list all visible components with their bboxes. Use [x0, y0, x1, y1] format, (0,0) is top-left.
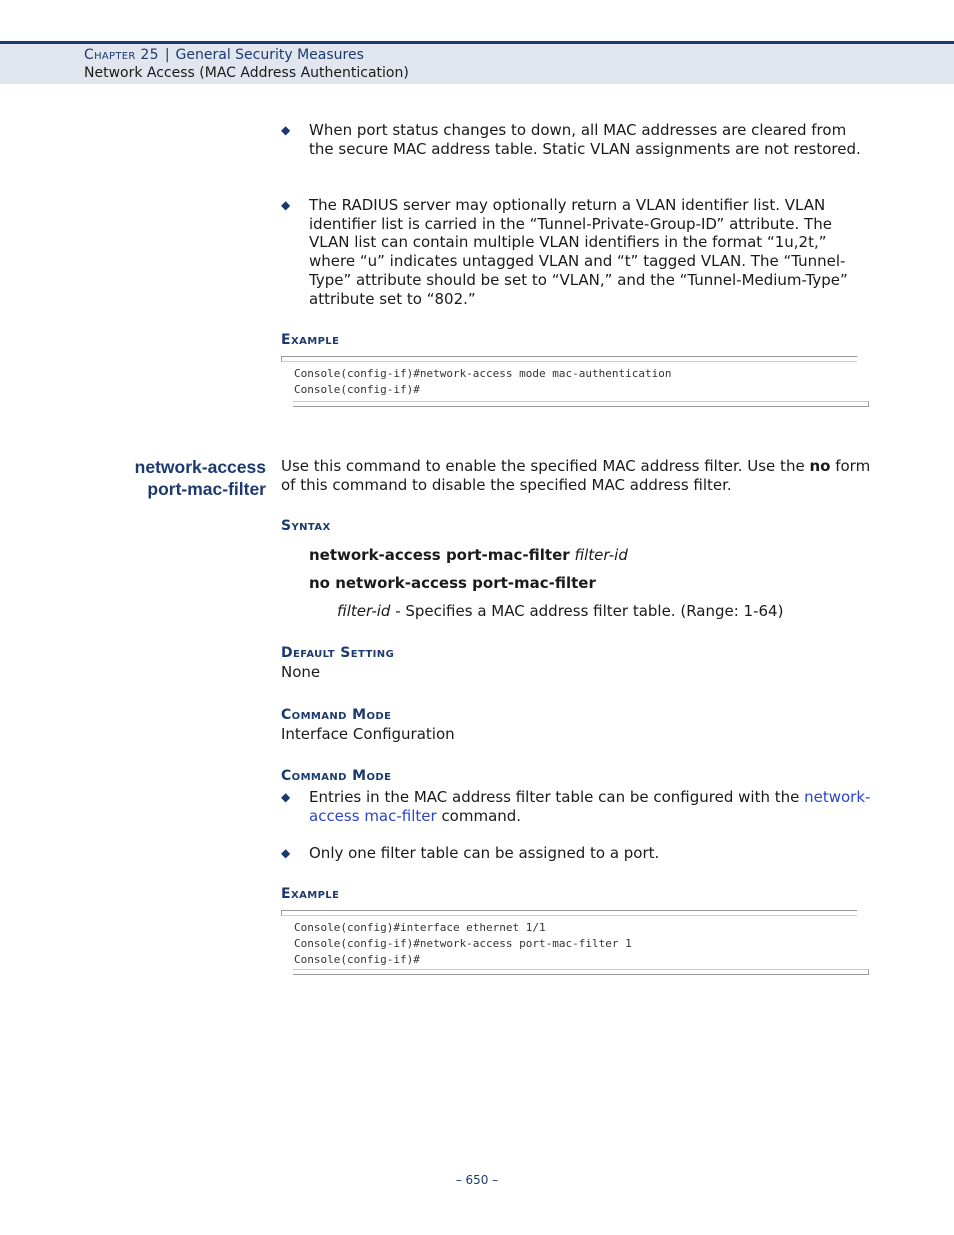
- command-title: [135, 456, 266, 500]
- diamond-bullet-icon: ◆: [281, 790, 291, 804]
- syntax-line-2: no network-access port-mac-filter: [309, 574, 596, 592]
- command-title-line2: port-mac-filter: [147, 479, 266, 499]
- list-item: [281, 844, 871, 863]
- syntax-parameter: filter-id - Specifies a MAC address filter table. (Range: 1-64): [337, 602, 784, 620]
- syntax-heading: Syntax: [281, 518, 331, 534]
- code-line: Console(config)#interface ethernet 1/1: [294, 921, 546, 934]
- header-chapter-line: [84, 47, 364, 63]
- list-item-text: Entries in the MAC address filter table can be configured with the network-access mac-filter command.: [309, 788, 871, 825]
- code-lines: [294, 366, 672, 398]
- list-item: [281, 196, 871, 308]
- code-line: Console(config-if)#: [294, 383, 420, 396]
- diamond-bullet-icon: ◆: [281, 123, 291, 137]
- section-title: Network Access (MAC Address Authentication): [84, 65, 409, 81]
- command-mode-value: Interface Configuration: [281, 725, 455, 743]
- command-title-line1: network-access: [134, 457, 266, 477]
- diamond-bullet-icon: ◆: [281, 846, 291, 860]
- code-line: Console(config-if)#: [294, 953, 420, 966]
- default-setting-value: None: [281, 663, 321, 681]
- list-item: [281, 121, 871, 158]
- command-mode-heading: Command Mode: [281, 707, 392, 723]
- list-item-text: The RADIUS server may optionally return a VLAN identifier list. VLAN identifier list is carried in the “Tunnel-Private-Group-ID” attribute. The VLAN list can contain multiple VLAN identifiers in the format “1u,2t,” where “u” indicates untagged VLAN and “t” tagged VLAN. The “Tunnel-Type” attribute should be set to “VLAN,” and the “Tunnel-Medium-Type” attribute set to “802.”: [309, 196, 848, 308]
- running-header: [0, 41, 954, 84]
- example-heading-2: Example: [281, 886, 340, 902]
- network-access-mac-filter-link[interactable]: network-access mac-filter: [309, 788, 871, 825]
- header-separator: |: [164, 47, 170, 63]
- code-example-2: [281, 910, 869, 982]
- code-border-top: [281, 910, 857, 916]
- chapter-title: General Security Measures: [175, 47, 364, 63]
- default-setting-heading: Default Setting: [281, 645, 395, 661]
- code-line: Console(config-if)#network-access port-mac-filter 1: [294, 937, 632, 950]
- code-lines: [294, 920, 632, 968]
- command-description: Use this command to enable the specified MAC address filter. Use the no form of this command to disable the specified MAC address filter.: [281, 457, 871, 494]
- code-border-bottom: [293, 401, 869, 407]
- code-border-top: [281, 356, 857, 362]
- chapter-number: Chapter 25: [84, 47, 159, 63]
- code-border-bottom: [293, 969, 869, 975]
- diamond-bullet-icon: ◆: [281, 198, 291, 212]
- list-item-text: When port status changes to down, all MAC addresses are cleared from the secure MAC address table. Static VLAN assignments are not restored.: [309, 121, 861, 158]
- no-keyword: no: [809, 457, 831, 475]
- page-number: – 650 –: [455, 1173, 499, 1187]
- code-line: Console(config-if)#network-access mode mac-authentication: [294, 367, 672, 380]
- list-item-text: Only one filter table can be assigned to a port.: [309, 844, 660, 862]
- command-mode-heading-2: Command Mode: [281, 768, 392, 784]
- list-item: [281, 788, 871, 825]
- syntax-line-1: network-access port-mac-filter filter-id: [309, 546, 628, 564]
- code-example: [281, 356, 869, 412]
- example-heading: Example: [281, 332, 340, 348]
